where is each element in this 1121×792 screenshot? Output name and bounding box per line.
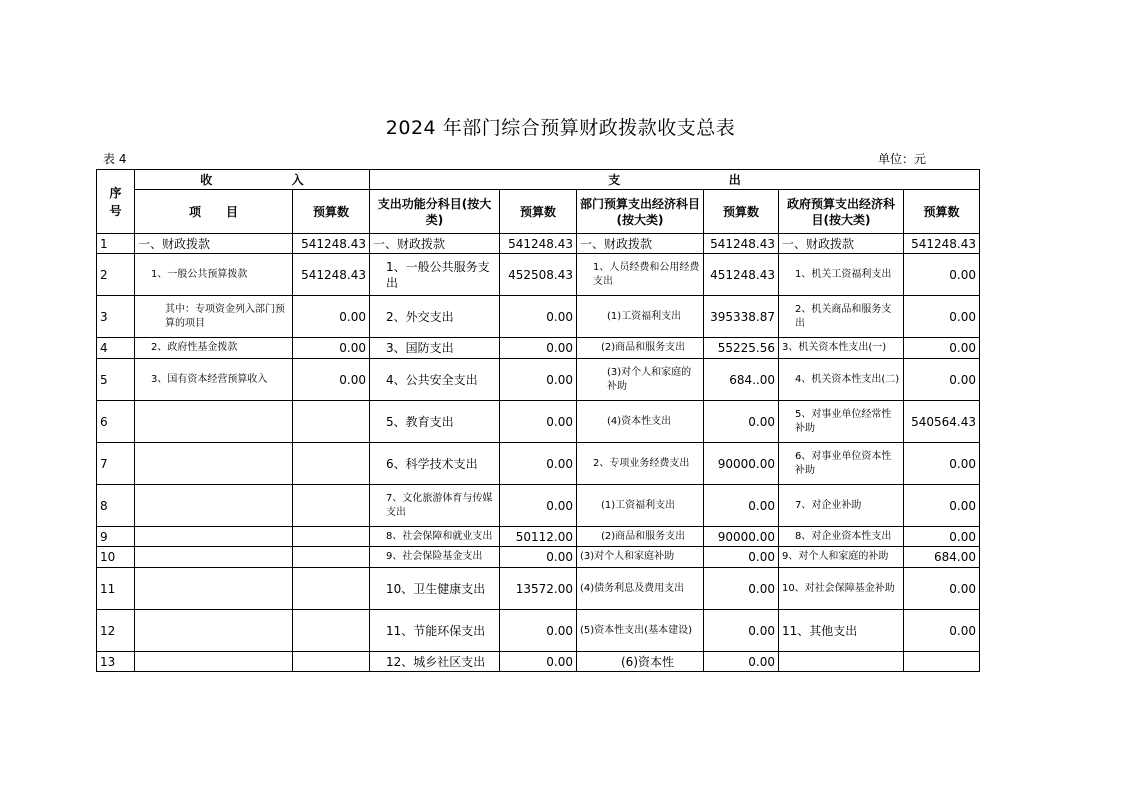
func-value: 0.00 bbox=[500, 443, 577, 485]
func-value: 0.00 bbox=[500, 401, 577, 443]
header-budget: 预算数 bbox=[500, 190, 577, 234]
income-item bbox=[135, 401, 293, 443]
income-value bbox=[293, 527, 370, 547]
dept-item: (1)工资福利支出 bbox=[577, 485, 704, 527]
income-item: 3、国有资本经营预算收入 bbox=[135, 359, 293, 401]
row-no: 2 bbox=[97, 254, 135, 296]
dept-item: 一、财政拨款 bbox=[577, 234, 704, 254]
income-value: 0.00 bbox=[293, 359, 370, 401]
dept-value: 0.00 bbox=[704, 652, 779, 672]
dept-value: 0.00 bbox=[704, 485, 779, 527]
income-value bbox=[293, 652, 370, 672]
income-item: 一、财政拨款 bbox=[135, 234, 293, 254]
dept-item: (2)商品和服务支出 bbox=[577, 527, 704, 547]
income-item bbox=[135, 568, 293, 610]
row-no: 13 bbox=[97, 652, 135, 672]
gov-item: 3、机关资本性支出(一) bbox=[779, 338, 904, 359]
row-no: 3 bbox=[97, 296, 135, 338]
income-item bbox=[135, 652, 293, 672]
gov-item: 2、机关商品和服务支出 bbox=[779, 296, 904, 338]
gov-value: 541248.43 bbox=[904, 234, 980, 254]
header-seq: 序 号 bbox=[97, 170, 135, 234]
func-value: 0.00 bbox=[500, 296, 577, 338]
func-value: 50112.00 bbox=[500, 527, 577, 547]
dept-item: (4)资本性支出 bbox=[577, 401, 704, 443]
row-no: 7 bbox=[97, 443, 135, 485]
func-value: 0.00 bbox=[500, 652, 577, 672]
dept-value: 0.00 bbox=[704, 568, 779, 610]
row-no: 9 bbox=[97, 527, 135, 547]
func-value: 452508.43 bbox=[500, 254, 577, 296]
gov-item bbox=[779, 652, 904, 672]
gov-value: 0.00 bbox=[904, 610, 980, 652]
table-row bbox=[97, 547, 980, 568]
header-budget: 预算数 bbox=[904, 190, 980, 234]
gov-item: 9、对个人和家庭的补助 bbox=[779, 547, 904, 568]
dept-value: 55225.56 bbox=[704, 338, 779, 359]
gov-item: 1、机关工资福利支出 bbox=[779, 254, 904, 296]
header-gov-econ: 政府预算支出经济科目(按大类) bbox=[779, 190, 904, 234]
func-item: 7、文化旅游体育与传媒支出 bbox=[370, 485, 500, 527]
header-budget: 预算数 bbox=[704, 190, 779, 234]
unit-label: 单位：元 bbox=[878, 152, 927, 166]
row-no: 6 bbox=[97, 401, 135, 443]
income-item bbox=[135, 485, 293, 527]
header-func-class: 支出功能分科目(按大类) bbox=[370, 190, 500, 234]
row-no: 1 bbox=[97, 234, 135, 254]
func-value: 13572.00 bbox=[500, 568, 577, 610]
dept-value: 684..00 bbox=[704, 359, 779, 401]
income-item: 1、一般公共预算拨款 bbox=[135, 254, 293, 296]
page-title: 2024 年部门综合预算财政拨款收支总表 bbox=[385, 117, 736, 139]
header-dept-econ: 部门预算支出经济科目(按大类) bbox=[577, 190, 704, 234]
gov-item: 一、财政拨款 bbox=[779, 234, 904, 254]
func-item: 5、教育支出 bbox=[370, 401, 500, 443]
row-no: 11 bbox=[97, 568, 135, 610]
header-item: 项 目 bbox=[135, 190, 293, 234]
func-item: 3、国防支出 bbox=[370, 338, 500, 359]
dept-value: 0.00 bbox=[704, 547, 779, 568]
gov-value: 0.00 bbox=[904, 527, 980, 547]
func-item: 2、外交支出 bbox=[370, 296, 500, 338]
table-row bbox=[97, 359, 980, 401]
table-row bbox=[97, 485, 980, 527]
income-value bbox=[293, 547, 370, 568]
income-value: 541248.43 bbox=[293, 254, 370, 296]
income-item bbox=[135, 527, 293, 547]
dept-item: 1、人员经费和公用经费支出 bbox=[577, 254, 704, 296]
table-row bbox=[97, 296, 980, 338]
table-label: 表 4 bbox=[103, 152, 127, 166]
dept-item: (6)资本性 bbox=[577, 652, 704, 672]
income-item bbox=[135, 443, 293, 485]
func-item: 9、社会保险基金支出 bbox=[370, 547, 500, 568]
table-row bbox=[97, 234, 980, 254]
gov-value: 0.00 bbox=[904, 443, 980, 485]
row-no: 4 bbox=[97, 338, 135, 359]
gov-value: 540564.43 bbox=[904, 401, 980, 443]
func-item: 12、城乡社区支出 bbox=[370, 652, 500, 672]
table-row bbox=[97, 652, 980, 672]
gov-value: 684.00 bbox=[904, 547, 980, 568]
income-value bbox=[293, 485, 370, 527]
dept-item: (2)商品和服务支出 bbox=[577, 338, 704, 359]
dept-item: (4)债务利息及费用支出 bbox=[577, 568, 704, 610]
row-no: 10 bbox=[97, 547, 135, 568]
gov-item: 11、其他支出 bbox=[779, 610, 904, 652]
gov-item: 6、对事业单位资本性补助 bbox=[779, 443, 904, 485]
table-row bbox=[97, 254, 980, 296]
dept-value: 395338.87 bbox=[704, 296, 779, 338]
gov-value: 0.00 bbox=[904, 296, 980, 338]
row-no: 12 bbox=[97, 610, 135, 652]
row-no: 5 bbox=[97, 359, 135, 401]
header-budget: 预算数 bbox=[293, 190, 370, 234]
func-value: 0.00 bbox=[500, 359, 577, 401]
table-row bbox=[97, 443, 980, 485]
income-item: 其中：专项资金列入部门预算的项目 bbox=[135, 296, 293, 338]
table-row bbox=[97, 527, 980, 547]
func-value: 0.00 bbox=[500, 338, 577, 359]
func-value: 541248.43 bbox=[500, 234, 577, 254]
dept-value: 541248.43 bbox=[704, 234, 779, 254]
dept-value: 90000.00 bbox=[704, 443, 779, 485]
income-item bbox=[135, 610, 293, 652]
dept-item: (5)资本性支出(基本建设) bbox=[577, 610, 704, 652]
func-item: 4、公共安全支出 bbox=[370, 359, 500, 401]
gov-item: 5、对事业单位经常性补助 bbox=[779, 401, 904, 443]
func-value: 0.00 bbox=[500, 610, 577, 652]
income-item: 2、政府性基金拨款 bbox=[135, 338, 293, 359]
func-value: 0.00 bbox=[500, 485, 577, 527]
dept-value: 0.00 bbox=[704, 401, 779, 443]
dept-value: 451248.43 bbox=[704, 254, 779, 296]
table-row bbox=[97, 568, 980, 610]
dept-item: 2、专项业务经费支出 bbox=[577, 443, 704, 485]
table-row bbox=[97, 401, 980, 443]
income-item bbox=[135, 547, 293, 568]
budget-summary-table bbox=[96, 169, 980, 672]
income-value: 0.00 bbox=[293, 338, 370, 359]
dept-item: (1)工资福利支出 bbox=[577, 296, 704, 338]
func-item: 10、卫生健康支出 bbox=[370, 568, 500, 610]
header-expense-group: 支 出 bbox=[370, 170, 980, 190]
gov-item: 10、对社会保障基金补助 bbox=[779, 568, 904, 610]
income-value bbox=[293, 568, 370, 610]
func-value: 0.00 bbox=[500, 547, 577, 568]
table-row bbox=[97, 610, 980, 652]
gov-value: 0.00 bbox=[904, 359, 980, 401]
gov-value: 0.00 bbox=[904, 485, 980, 527]
gov-value: 0.00 bbox=[904, 338, 980, 359]
func-item: 1、一般公共服务支出 bbox=[370, 254, 500, 296]
gov-value bbox=[904, 652, 980, 672]
dept-item: (3)对个人和家庭补助 bbox=[577, 547, 704, 568]
row-no: 8 bbox=[97, 485, 135, 527]
header-income-group: 收 入 bbox=[135, 170, 370, 190]
income-value: 0.00 bbox=[293, 296, 370, 338]
income-value bbox=[293, 610, 370, 652]
gov-value: 0.00 bbox=[904, 568, 980, 610]
func-item: 6、科学技术支出 bbox=[370, 443, 500, 485]
dept-value: 0.00 bbox=[704, 610, 779, 652]
dept-value: 90000.00 bbox=[704, 527, 779, 547]
table-row bbox=[97, 338, 980, 359]
func-item: 11、节能环保支出 bbox=[370, 610, 500, 652]
income-value bbox=[293, 443, 370, 485]
income-value: 541248.43 bbox=[293, 234, 370, 254]
gov-value: 0.00 bbox=[904, 254, 980, 296]
dept-item: (3)对个人和家庭的补助 bbox=[577, 359, 704, 401]
gov-item: 7、对企业补助 bbox=[779, 485, 904, 527]
func-item: 8、社会保障和就业支出 bbox=[370, 527, 500, 547]
gov-item: 4、机关资本性支出(二) bbox=[779, 359, 904, 401]
income-value bbox=[293, 401, 370, 443]
func-item: 一、财政拨款 bbox=[370, 234, 500, 254]
gov-item: 8、对企业资本性支出 bbox=[779, 527, 904, 547]
